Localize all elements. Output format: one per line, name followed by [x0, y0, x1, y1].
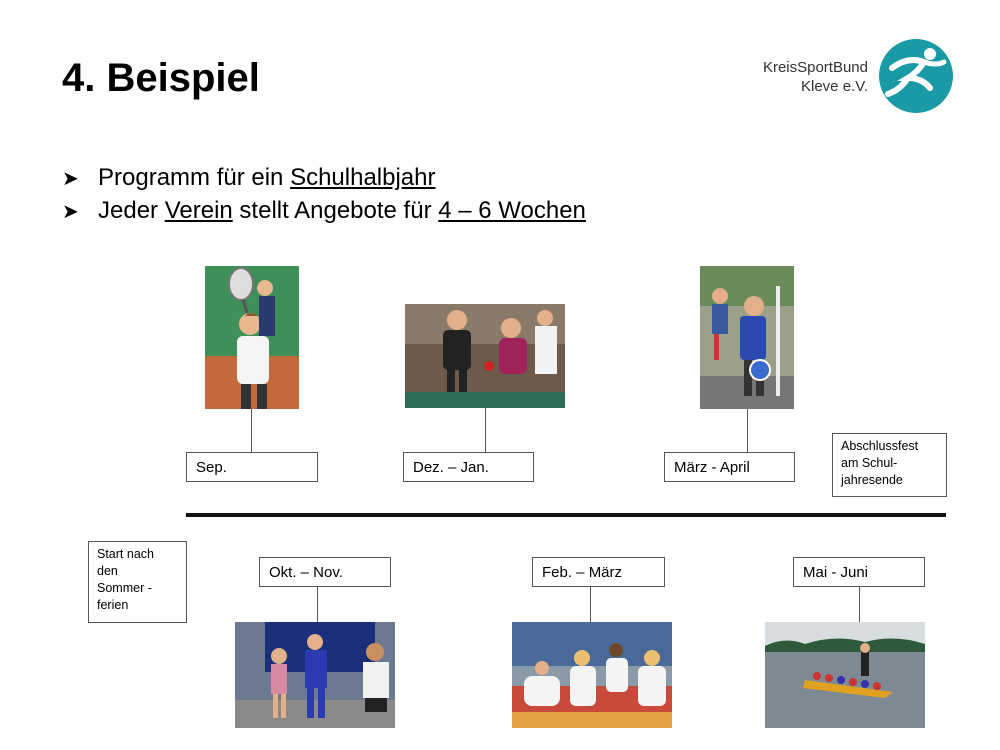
underlined-text: 4 – 6 Wochen	[438, 197, 586, 224]
photo-dragon-boat	[765, 622, 925, 728]
underlined-text: Verein	[164, 197, 233, 224]
timeline-axis	[186, 513, 946, 517]
period-label-maerz-april: März - April	[664, 452, 795, 482]
photo-basketball	[235, 622, 395, 728]
period-label-sep: Sep.	[186, 452, 318, 482]
arrow-bullet-icon: ➤	[62, 168, 79, 190]
runner-logo-icon	[878, 38, 954, 119]
page-title: 4. Beispiel	[62, 56, 260, 100]
connector-line	[485, 408, 486, 452]
connector-line	[251, 409, 252, 452]
connector-line	[859, 587, 860, 622]
connector-line	[747, 409, 748, 452]
logo-line-2: Kleve e.V.	[801, 78, 868, 95]
period-label-feb-maerz: Feb. – März	[532, 557, 665, 587]
connector-line	[317, 587, 318, 622]
photo-handball	[700, 266, 794, 409]
underlined-text: Schulhalbjahr	[290, 164, 436, 191]
photo-badminton	[205, 266, 299, 409]
connector-line	[590, 587, 591, 622]
start-note-box: Start nach den Sommer - ferien	[88, 541, 187, 623]
arrow-bullet-icon: ➤	[62, 201, 79, 223]
logo-line-1: KreisSportBund	[762, 59, 868, 76]
bullet-1: ➤ Programm für ein Schulhalbjahr	[62, 164, 436, 191]
period-label-dez-jan: Dez. – Jan.	[403, 452, 534, 482]
photo-table-tennis	[405, 304, 565, 408]
end-note-box: Abschlussfest am Schul- jahresende	[832, 433, 947, 497]
bullet-2: ➤ Jeder Verein stellt Angebote für 4 – 6 Wochen	[62, 197, 586, 224]
period-label-okt-nov: Okt. – Nov.	[259, 557, 391, 587]
logo-text	[748, 58, 868, 96]
photo-judo	[512, 622, 672, 728]
period-label-mai-juni: Mai - Juni	[793, 557, 925, 587]
